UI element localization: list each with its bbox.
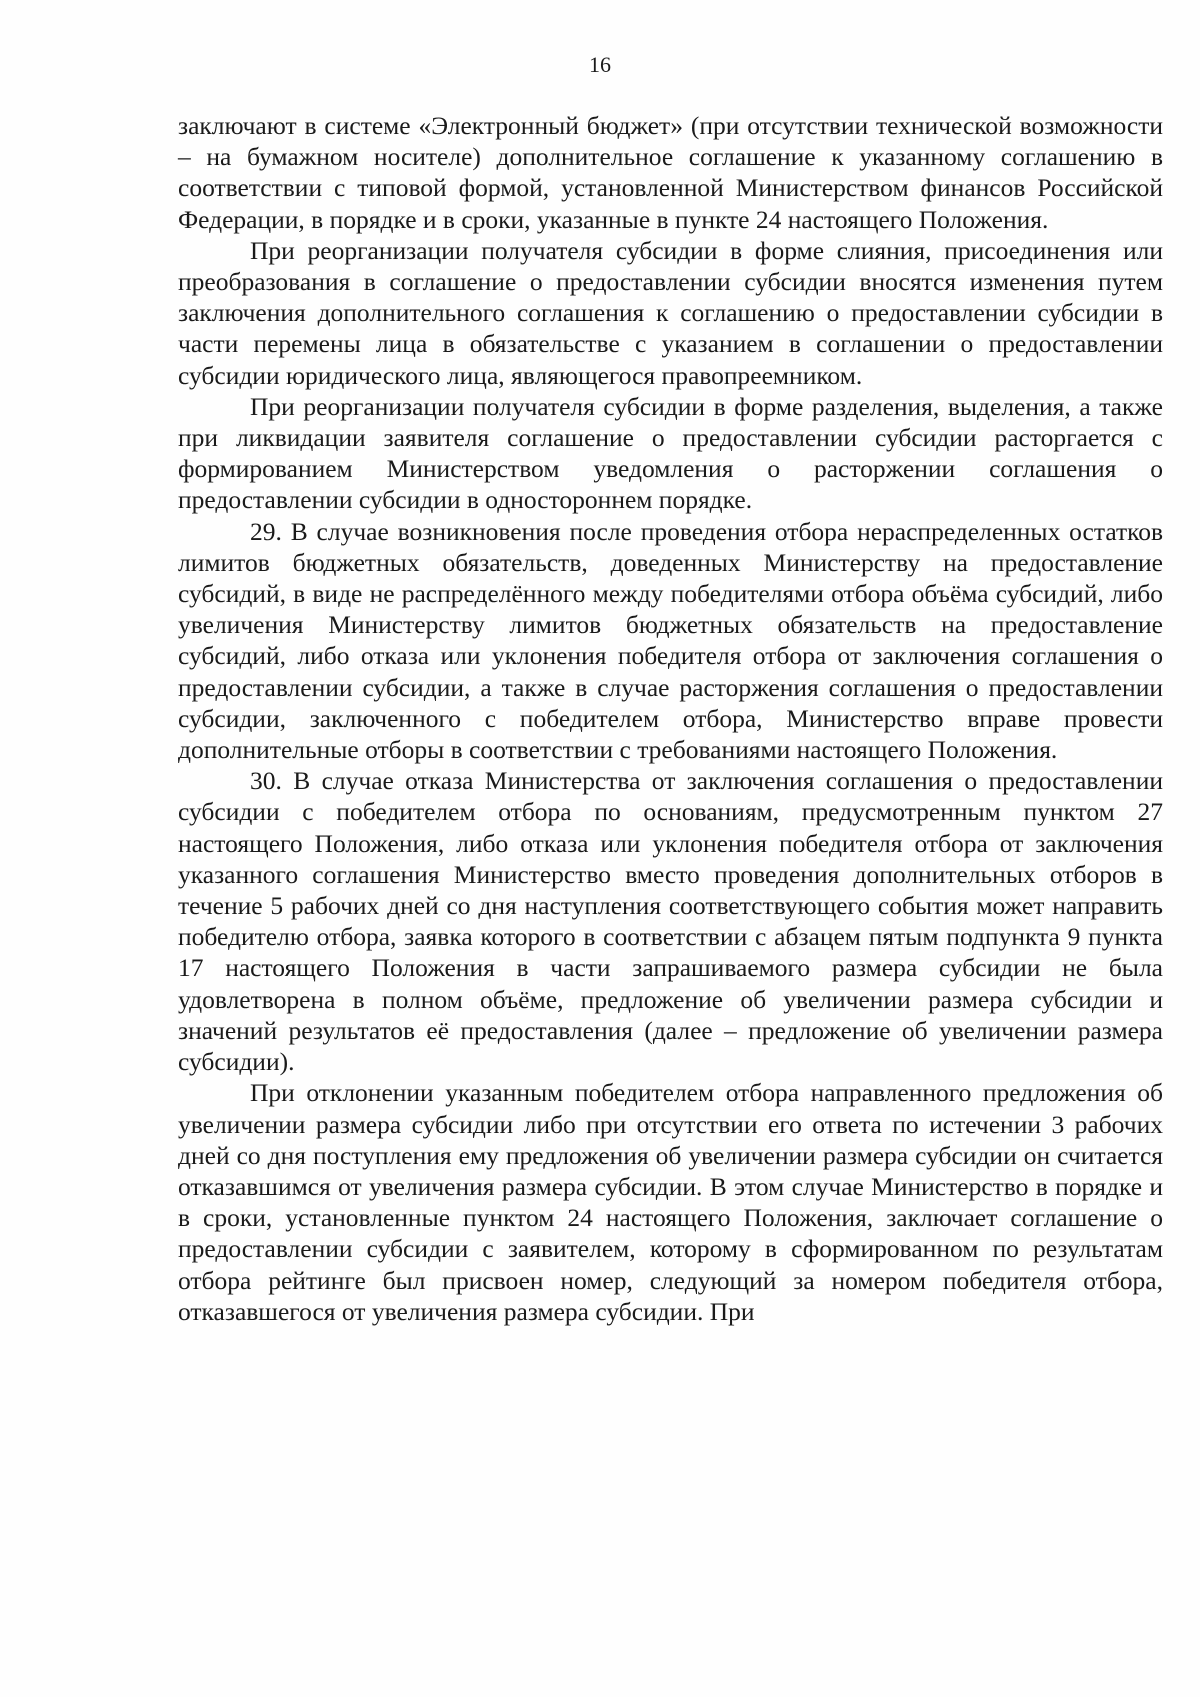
paragraph-clause-29: 29. В случае возникновения после проведения отбора нераспределенных остатков лимитов бюджетных обязательств, доведенных Министерству на предоставление субсидий, в виде не распределённого между победителями отбора объёма субсидий, либо увеличения Министерству лимитов бюджетных обязательств на предоставление субсидий, либо отказа или уклонения победителя отбора от заключения соглашения о предоставлении субсидии, а также в случае расторжения соглашения о предоставлении субсидии, заключенного с победителем отбора, Министерство вправе провести дополнительные отборы в соответствии с требованиями настоящего Положения. — [178, 516, 1163, 765]
paragraph-continuation: заключают в системе «Электронный бюджет» (при отсутствии технической возможности – на бумажном носителе) дополнительное соглашение к указанному соглашению в соответствии с типовой формой, установленной Министерством финансов Российской Федерации, в порядке и в сроки, указанные в пункте 24 настоящего Положения. — [178, 111, 1163, 234]
paragraph-clause-30: 30. В случае отказа Министерства от заключения соглашения о предоставлении субсидии с победителем отбора по основаниям, предусмотренным пунктом 27 настоящего Положения, либо отказа или уклонения победителя отбора от заключения указанного соглашения Министерство вместо проведения дополнительных отборов в течение 5 рабочих дней со дня наступления соответствующего события может направить победителю отбора, заявка которого в соответствии с абзацем пятым подпункта 9 пункта 17 настоящего Положения в части запрашиваемого размера субсидии не была удовлетворена в полном объёме, предложение об увеличении размера субсидии и значений результатов её предоставления (далее – предложение об увеличении размера субсидии). — [178, 766, 1163, 1077]
document-body — [178, 110, 1163, 1327]
paragraph-rejection: При отклонении указанным победителем отбора направленного предложения об увеличении размера субсидии либо при отсутствии его ответа по истечении 3 рабочих дней со дня поступления ему предложения об увеличении размера субсидии он считается отказавшимся от увеличения размера субсидии. В этом случае Министерство в порядке и в сроки, установленные пунктом 24 настоящего Положения, заключает соглашение о предоставлении субсидии с заявителем, которому в сформированном по результатам отбора рейтинге был присвоен номер, следующий за номером победителя отбора, отказавшегося от увеличения размера субсидии. При — [178, 1078, 1163, 1326]
paragraph-reorganization-division: При реорганизации получателя субсидии в форме разделения, выделения, а также при ликвидации заявителя соглашение о предоставлении субсидии расторгается с формированием Министерством уведомления о расторжении соглашения о предоставлении субсидии в одностороннем порядке. — [178, 391, 1163, 515]
page-number: 16 — [589, 52, 611, 77]
paragraph-reorganization-merger: При реорганизации получателя субсидии в форме слияния, присоединения или преобразования в соглашение о предоставлении субсидии вносятся изменения путем заключения дополнительного соглашения к соглашению о предоставлении субсидии в части перемены лица в обязательстве с указанием в соглашении о предоставлении субсидии юридического лица, являющегося правопреемником. — [178, 235, 1163, 390]
